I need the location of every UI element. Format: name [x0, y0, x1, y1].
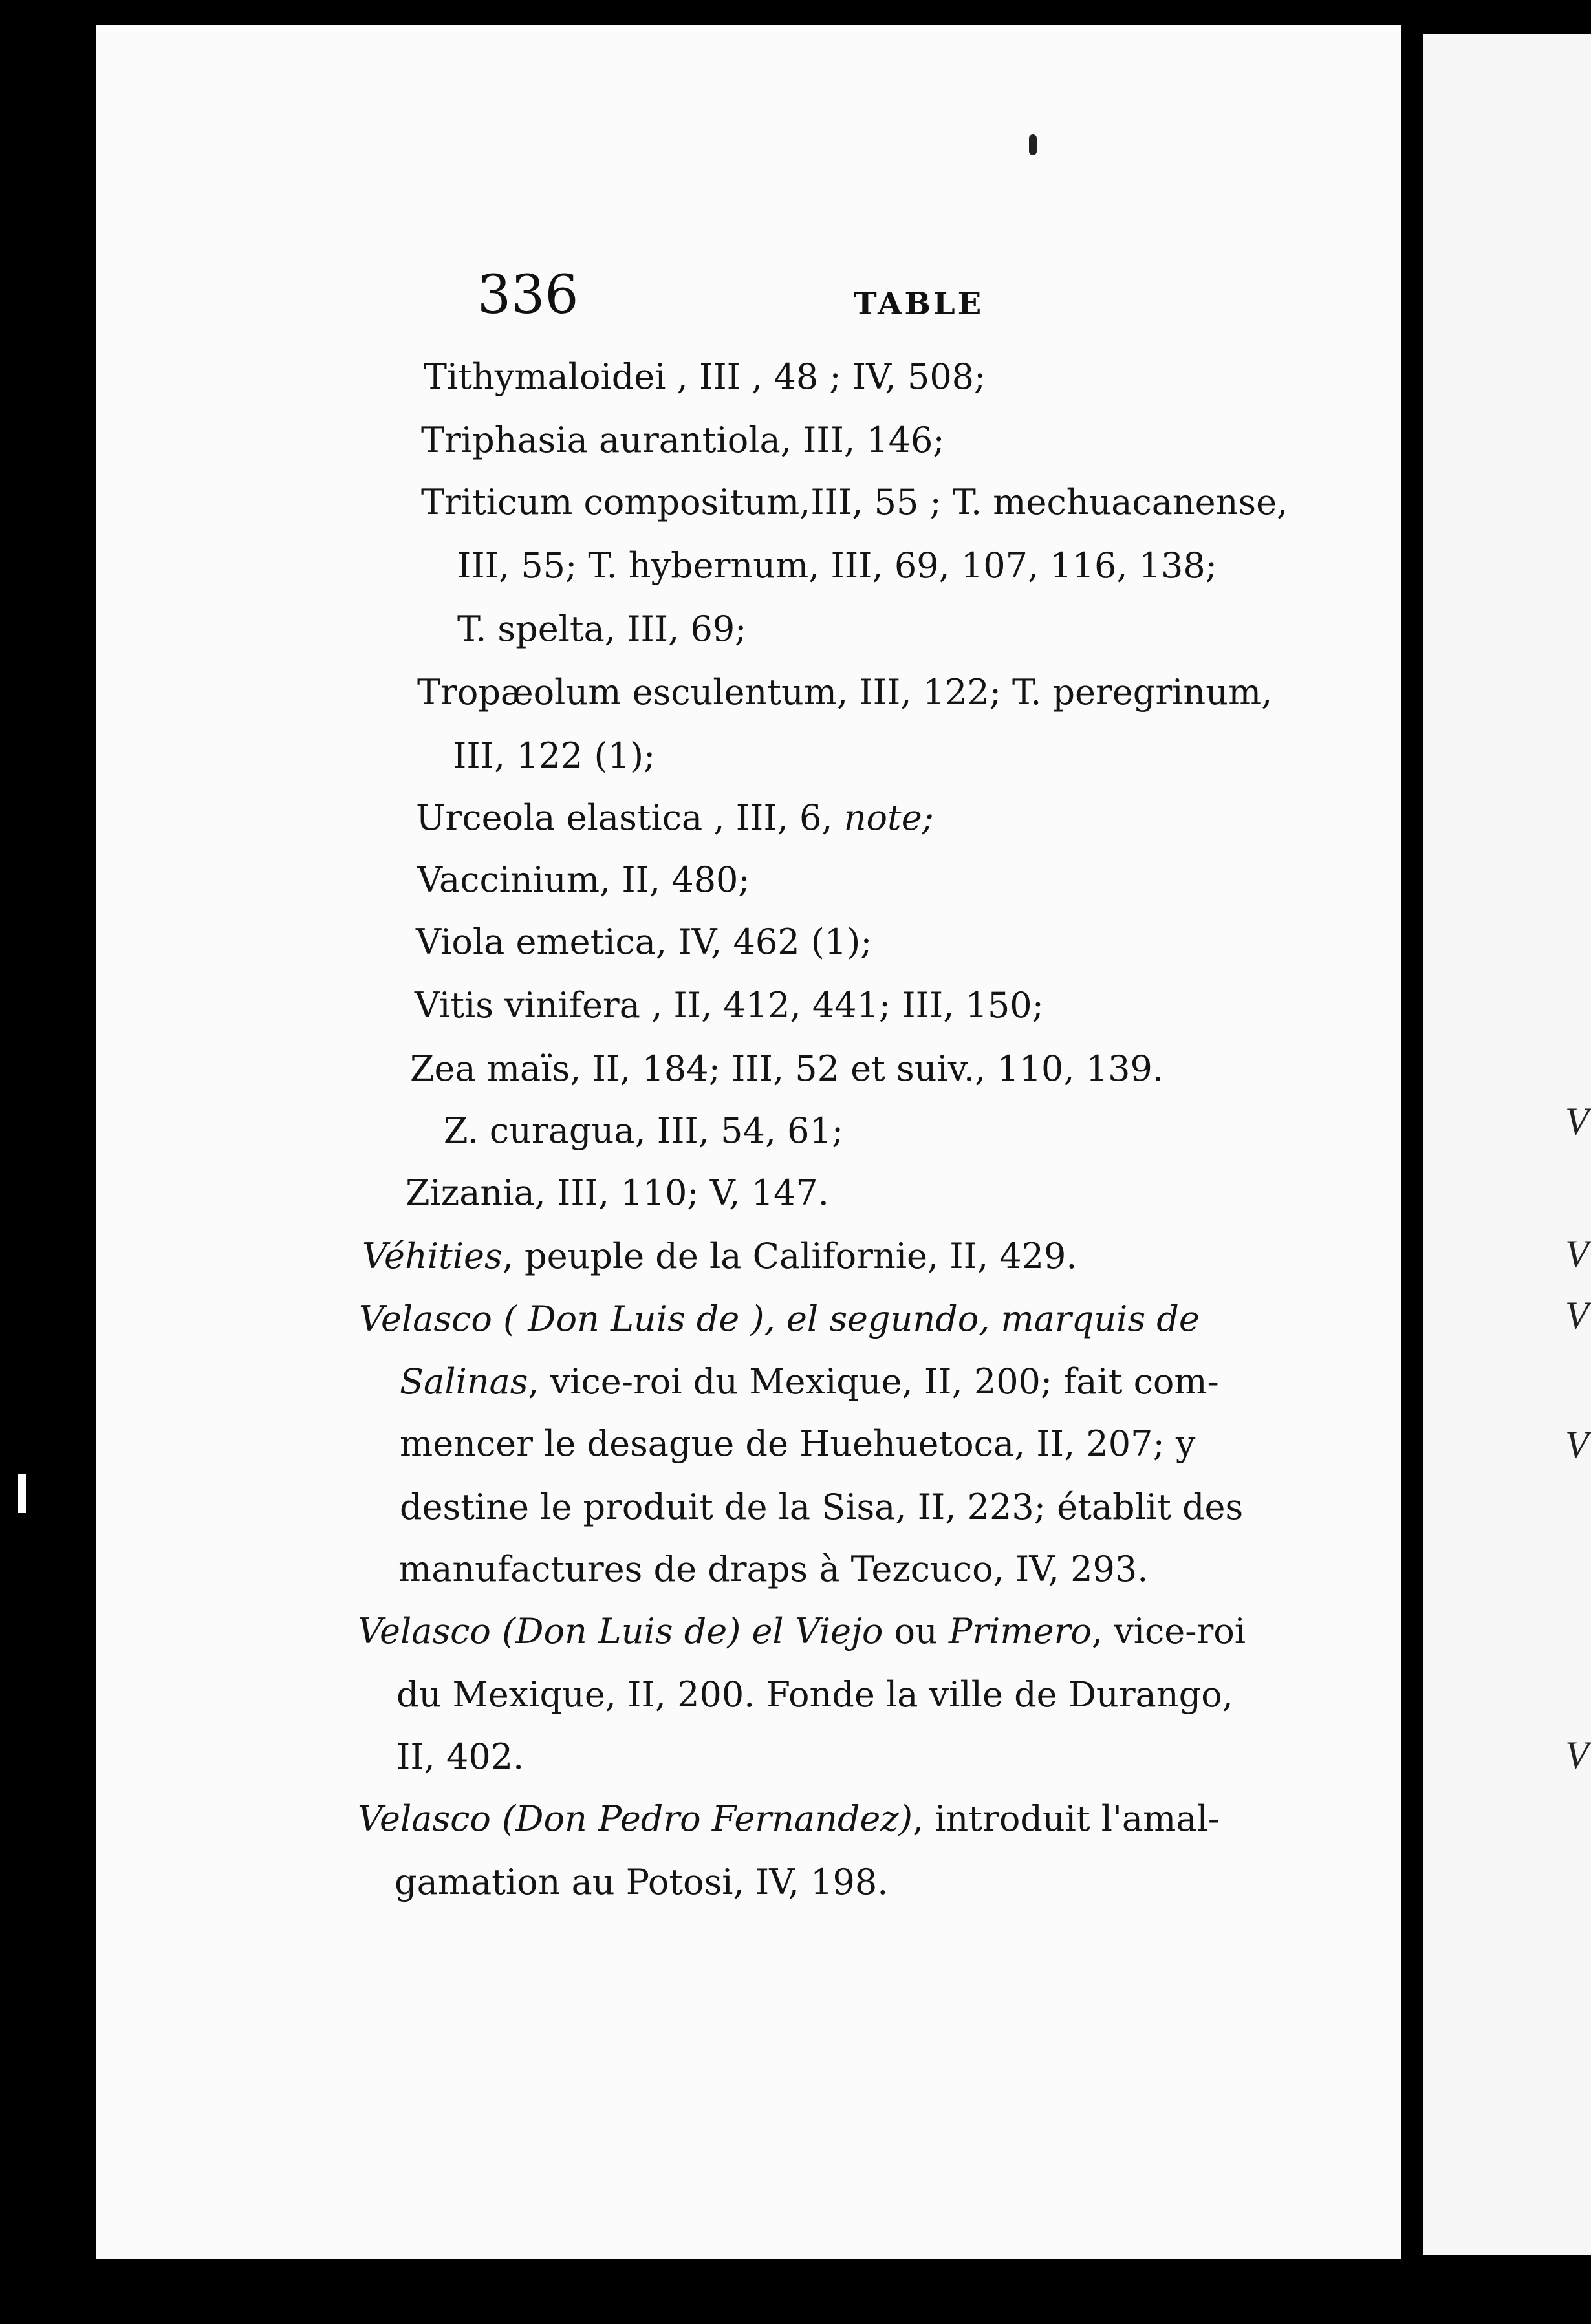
entry-text: Vitis vinifera , II, 412, 441; III, 150;: [415, 985, 1044, 1026]
entry-text: Viola emetica, IV, 462 (1);: [416, 921, 872, 962]
index-line: [358, 1798, 1220, 1839]
index-line: [457, 545, 1217, 586]
italic-text: note;: [843, 797, 934, 838]
entry-text: Zea maïs, II, 184; III, 52 et suiv., 110, 139.: [410, 1048, 1163, 1089]
index-line: [406, 1172, 829, 1213]
entry-text: Triphasia aurantiola, III, 146;: [421, 420, 945, 460]
entry-text: Urceola elastica , III, 6,: [416, 797, 844, 838]
page-number: 336: [477, 264, 579, 326]
entry-text: manufactures de draps à Tezcuco, IV, 293.: [398, 1549, 1149, 1589]
entry-text: , vice-roi du Mexique, II, 200; fait com-: [528, 1361, 1219, 1402]
italic-text: Véhities: [362, 1236, 503, 1276]
entry-text: Vaccinium, II, 480;: [417, 859, 750, 900]
index-line: [416, 921, 872, 962]
entry-text: Zizania, III, 110; V, 147.: [406, 1172, 829, 1213]
index-line: [410, 1048, 1163, 1089]
index-line: [395, 1862, 889, 1902]
facing-page-letter: V: [1565, 1734, 1589, 1776]
entry-text: du Mexique, II, 200. Fonde la ville de Durango,: [396, 1674, 1233, 1715]
index-line: [421, 482, 1288, 522]
entry-text: Triticum compositum,III, 55 ; T. mechuacanense,: [421, 482, 1288, 522]
index-line: [400, 1361, 1219, 1402]
italic-text: Velasco (Don Pedro Fernandez): [358, 1798, 913, 1839]
entry-text: III, 122 (1);: [453, 735, 656, 776]
entry-text: gamation au Potosi, IV, 198.: [395, 1862, 889, 1902]
index-line: [421, 420, 945, 460]
entry-text: mencer le desague de Huehuetoca, II, 207; y: [400, 1423, 1196, 1464]
running-heading: TABLE: [854, 286, 984, 322]
index-line: [362, 1236, 1077, 1276]
index-line: [453, 735, 656, 776]
italic-text: Primero: [949, 1611, 1092, 1652]
index-entries: [96, 25, 1401, 2259]
book-page: [96, 25, 1401, 2259]
facing-page-letter: V: [1565, 1294, 1589, 1337]
facing-page-letter: V: [1565, 1423, 1589, 1466]
entry-text: ou: [883, 1611, 949, 1652]
facing-page-edge: [1423, 34, 1591, 2255]
entry-text: T. spelta, III, 69;: [457, 608, 747, 649]
index-line: [396, 1736, 525, 1777]
entry-text: , introduit l'amal-: [912, 1798, 1220, 1839]
italic-text: Velasco (Don Luis de) el Viejo: [358, 1611, 883, 1652]
index-line: [415, 985, 1044, 1026]
index-line: [424, 356, 986, 397]
index-line: [457, 608, 747, 649]
index-line: [396, 1674, 1233, 1715]
entry-text: Z. curagua, III, 54, 61;: [444, 1110, 844, 1151]
entry-text: , vice-roi: [1091, 1611, 1246, 1652]
entry-text: Tropæolum esculentum, III, 122; T. peregrinum,: [417, 672, 1273, 713]
facing-page-letter: V: [1565, 1100, 1589, 1143]
index-line: [400, 1487, 1244, 1527]
index-line: [416, 797, 934, 838]
index-line: [398, 1549, 1149, 1589]
entry-text: III, 55; T. hybernum, III, 69, 107, 116, 138;: [457, 545, 1217, 586]
index-line: [417, 672, 1273, 713]
entry-text: II, 402.: [396, 1736, 525, 1777]
entry-text: destine le produit de la Sisa, II, 223; établit des: [400, 1487, 1244, 1527]
facing-page-letter: V: [1565, 1232, 1589, 1275]
index-line: [400, 1423, 1196, 1464]
entry-text: Tithymaloidei , III , 48 ; IV, 508;: [424, 356, 986, 397]
italic-text: Velasco ( Don Luis de ), el segundo, marquis de: [359, 1298, 1200, 1339]
index-line: [359, 1298, 1200, 1339]
index-line: [444, 1110, 844, 1151]
scan-margin-mark: [18, 1474, 26, 1513]
index-line: [358, 1611, 1246, 1652]
entry-text: , peuple de la Californie, II, 429.: [502, 1236, 1077, 1276]
italic-text: Salinas: [400, 1361, 528, 1402]
index-line: [417, 859, 750, 900]
